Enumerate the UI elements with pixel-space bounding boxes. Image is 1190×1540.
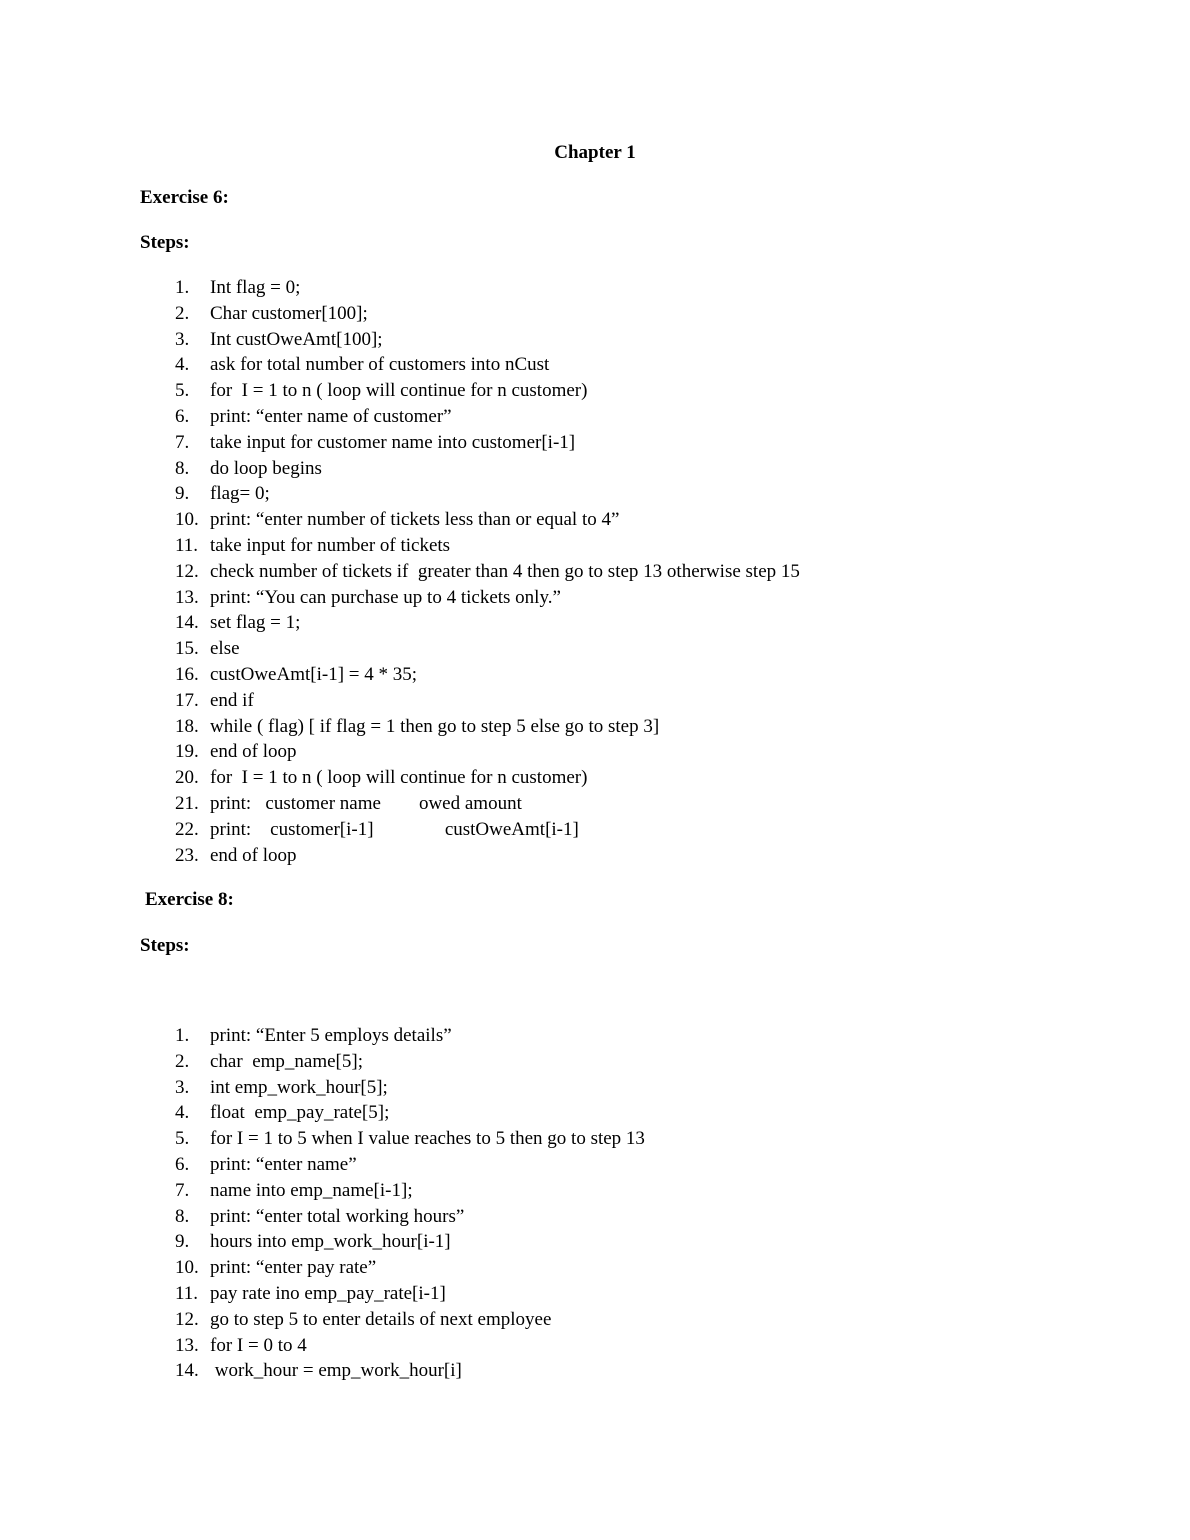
step-text: int emp_work_hour[5]; (210, 1076, 388, 1098)
step-number: 7. (175, 431, 190, 453)
step-number: 13. (175, 586, 199, 608)
exercise6-heading: Exercise 6: (140, 187, 229, 208)
step-number: 6. (175, 1154, 190, 1175)
step-text: for I = 1 to 5 when I value reaches to 5 then go to step 13 (210, 1128, 645, 1150)
step-text: print: “enter total working hours” (210, 1205, 465, 1227)
step-number: 11. (175, 1283, 199, 1304)
step-text: do loop begins (210, 457, 322, 479)
step-text: ask for total number of customers into nCust (210, 354, 550, 376)
step-text: work_hour = emp_work_hour[i] (210, 1360, 462, 1382)
step-number: 8. (175, 457, 190, 479)
step-text: name into emp_name[i-1]; (210, 1179, 413, 1201)
exercise8-steps-label: Steps: (140, 935, 190, 956)
step-number: 1. (175, 277, 190, 298)
step-text: print: customer name owed amount (210, 793, 522, 814)
step-number: 5. (175, 380, 190, 402)
step-text: Char customer[100]; (210, 302, 368, 324)
step-text: else (210, 638, 240, 660)
step-text: custOweAmt[i-1] = 4 * 35; (210, 664, 418, 685)
step-number: 21. (175, 793, 199, 814)
step-text: take input for customer name into customer[i-1] (210, 431, 576, 453)
step-number: 12. (175, 1308, 199, 1330)
step-number: 4. (175, 1102, 190, 1124)
exercise8-heading: Exercise 8: (145, 889, 234, 910)
step-text: Int flag = 0; (210, 277, 301, 298)
step-number: 20. (175, 767, 199, 789)
step-number: 9. (175, 483, 190, 505)
step-text: take input for number of tickets (210, 535, 451, 556)
step-text: print: “Enter 5 employs details” (210, 1025, 452, 1046)
step-text: go to step 5 to enter details of next employee (210, 1308, 552, 1330)
step-number: 9. (175, 1231, 190, 1253)
step-number: 18. (175, 715, 199, 737)
step-text: print: “enter number of tickets less than or equal to 4” (210, 509, 620, 531)
step-number: 1. (175, 1025, 190, 1046)
step-number: 22. (175, 818, 199, 840)
step-number: 10. (175, 509, 199, 531)
step-number: 16. (175, 664, 199, 685)
chapter-title: Chapter 1 (554, 142, 636, 163)
step-text: print: “enter name of customer” (210, 406, 452, 427)
step-number: 10. (175, 1257, 199, 1279)
step-number: 11. (175, 535, 199, 556)
step-number: 23. (175, 844, 199, 866)
step-number: 13. (175, 1334, 199, 1356)
step-text: end of loop (210, 844, 297, 866)
step-number: 4. (175, 354, 190, 376)
step-text: while ( flag) [ if flag = 1 then go to step 5 else go to step 3] (210, 715, 660, 737)
step-number: 8. (175, 1205, 190, 1227)
step-number: 7. (175, 1179, 190, 1201)
step-text: for I = 1 to n ( loop will continue for n customer) (210, 767, 588, 789)
step-number: 15. (175, 638, 199, 660)
step-number: 12. (175, 560, 199, 582)
step-text: pay rate ino emp_pay_rate[i-1] (210, 1283, 446, 1304)
step-text: for I = 0 to 4 (210, 1334, 307, 1356)
step-text: check number of tickets if greater than 4 then go to step 13 otherwise step 15 (210, 560, 800, 582)
step-text: Int custOweAmt[100]; (210, 328, 383, 350)
step-text: hours into emp_work_hour[i-1] (210, 1231, 451, 1253)
step-number: 5. (175, 1128, 190, 1150)
step-text: set flag = 1; (210, 612, 301, 634)
step-number: 2. (175, 302, 190, 324)
step-text: print: customer[i-1] custOweAmt[i-1] (210, 818, 579, 840)
step-text: end if (210, 689, 254, 711)
step-text: char emp_name[5]; (210, 1050, 363, 1072)
step-text: print: “enter pay rate” (210, 1257, 377, 1279)
step-text: float emp_pay_rate[5]; (210, 1102, 390, 1124)
step-number: 2. (175, 1050, 190, 1072)
step-number: 17. (175, 689, 199, 711)
step-text: print: “You can purchase up to 4 tickets only.” (210, 586, 561, 608)
step-number: 6. (175, 406, 190, 427)
step-text: flag= 0; (210, 483, 270, 505)
step-text: for I = 1 to n ( loop will continue for n customer) (210, 380, 588, 402)
exercise6-steps-label: Steps: (140, 232, 190, 253)
step-number: 19. (175, 741, 199, 763)
step-number: 14. (175, 1360, 199, 1382)
step-number: 3. (175, 1076, 190, 1098)
step-text: print: “enter name” (210, 1154, 357, 1175)
step-number: 3. (175, 328, 190, 350)
step-text: end of loop (210, 741, 297, 763)
step-number: 14. (175, 612, 199, 634)
